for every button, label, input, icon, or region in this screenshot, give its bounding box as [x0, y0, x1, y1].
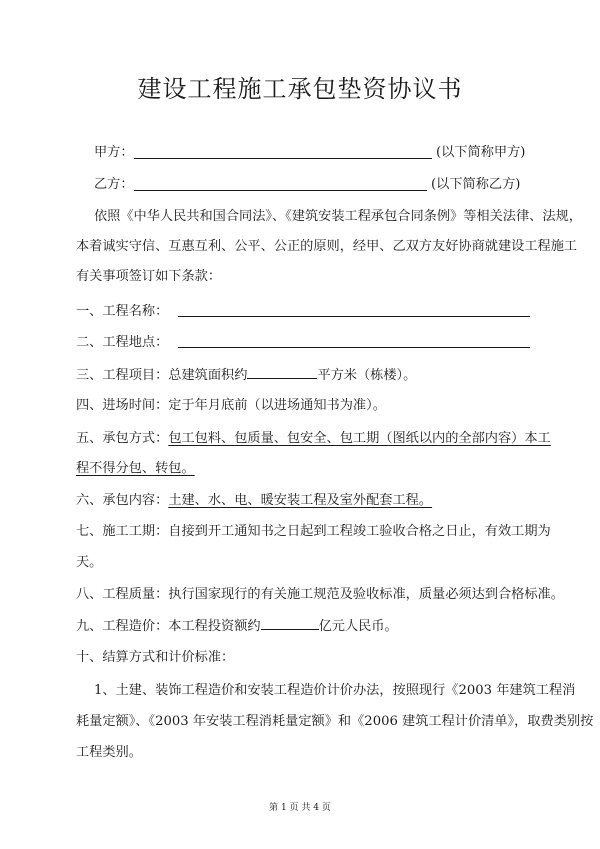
- item-quality: 八、工程质量：执行国家现行的有关施工规范及验收标准，质量必须达到合格标准。: [76, 587, 564, 602]
- page-number: 第 1 页 共 4 页: [269, 803, 331, 813]
- item-contract-method-prefix: 五、承包方式：: [76, 431, 169, 446]
- item-settlement: 十、结算方式和计价标准：: [76, 650, 235, 665]
- item-project-scope: [76, 364, 416, 386]
- item-project-scope-prefix: 三、工程项目：总建筑面积约: [76, 368, 248, 383]
- item-cost-prefix: 九、工程造价：本工程投资额约: [76, 619, 261, 634]
- party-a-blank: [134, 158, 432, 159]
- party-b-suffix: (以下简称乙方): [431, 177, 521, 192]
- project-location-blank: [178, 347, 530, 348]
- contract-content-text: 土建、水、电、暖安装工程及室外配套工程。: [168, 493, 433, 508]
- intro-line-1: 依照《中华人民共和国合同法》、《建筑安装工程承包合同条例》等相关法律、法规，: [94, 209, 582, 224]
- clause-1-line-3: 工程类别。: [76, 745, 142, 760]
- party-b-blank: [134, 190, 427, 191]
- contract-method-text-2: 程不得分包、转包。: [76, 461, 195, 476]
- intro-line-3: 有关事项签订如下条款：: [76, 269, 222, 284]
- investment-amount-blank: [261, 615, 319, 630]
- item-construction-period-cont: 天。: [76, 555, 103, 570]
- item-project-scope-suffix: 平方米（栋楼）。: [317, 368, 417, 383]
- item-contract-content-prefix: 六、承包内容：: [76, 493, 169, 508]
- item-construction-period: 七、施工工期：自接到开工通知书之日起到工程竣工验收合格之日止，有效工期为: [76, 524, 551, 539]
- party-a-label: 甲方：: [94, 145, 134, 160]
- floor-area-blank: [247, 364, 317, 379]
- party-a-suffix: (以下简称甲方): [436, 145, 526, 160]
- item-cost: [76, 615, 398, 637]
- party-b-label: 乙方：: [94, 177, 134, 192]
- intro-line-2: 本着诚实守信、互惠互利、公平、公正的原则，经甲、乙双方友好协商就建设工程施工: [76, 239, 578, 254]
- item-cost-suffix: 亿元人民币。: [318, 619, 398, 634]
- item-contract-content: [76, 491, 432, 511]
- document-title: 建设工程施工承包垫资协议书: [137, 75, 463, 103]
- item-project-location-label: 二、工程地点：: [76, 335, 169, 350]
- item-contract-method-cont: [76, 459, 195, 479]
- item-project-name-label: 一、工程名称：: [76, 304, 169, 319]
- clause-1-line-1: 1、土建、装饰工程造价和安装工程造价计价办法，按照现行《2003 年建筑工程消: [94, 683, 576, 698]
- contract-method-text-1: 包工包料、包质量、包安全、包工期（图纸以内的全部内容）本工: [168, 431, 551, 446]
- item-entry-time: 四、进场时间：定于年月底前（以进场通知书为准）。: [76, 398, 386, 413]
- clause-1-line-2: 耗量定额》、《2003 年安装工程消耗量定额》和《2006 建筑工程计价清单》，取费类别按: [76, 714, 594, 729]
- project-name-blank: [178, 316, 530, 317]
- item-contract-method: [76, 429, 551, 449]
